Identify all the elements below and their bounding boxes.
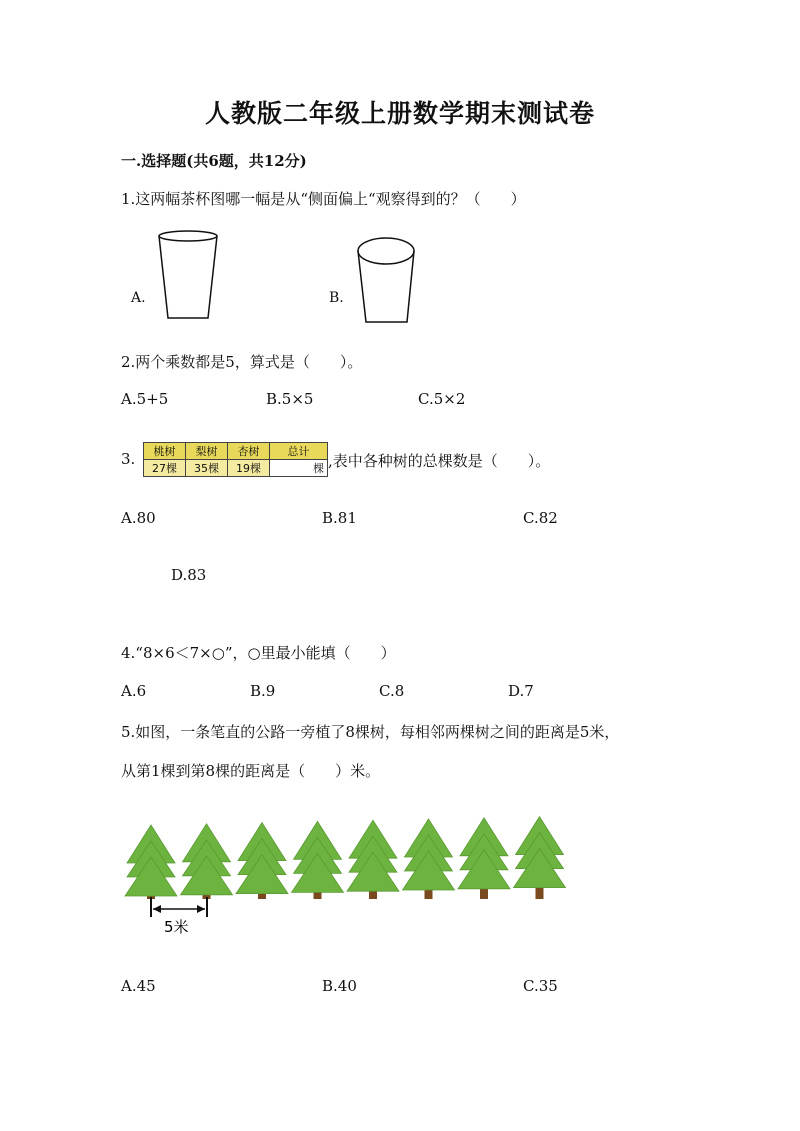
table-header-cell: 总计 — [270, 443, 328, 460]
table-value-cell: 19棵 — [228, 460, 270, 477]
q3-option-c[interactable]: C.82 — [523, 509, 558, 527]
question-3-number: 3. — [121, 450, 136, 468]
cup-option-a[interactable]: A. — [131, 290, 146, 306]
distance-label: 5米 — [164, 918, 189, 936]
question-2-text: 2.两个乘数都是5，算式是（ ）。 — [121, 353, 363, 371]
q3-option-b[interactable]: B.81 — [322, 509, 357, 527]
tree-row-figure — [118, 815, 578, 940]
q4-option-a[interactable]: A.6 — [121, 682, 147, 700]
page-title: 人教版二年级上册数学期末测试卷 — [204, 99, 595, 128]
section-heading: 一.选择题(共6题，共12分) — [121, 152, 307, 170]
question-5-text-line1: 5.如图，一条笔直的公路一旁植了8棵树，每相邻两棵树之间的距离是5米， — [121, 723, 620, 741]
cup-b-icon — [350, 236, 426, 326]
table-header-cell: 梨树 — [186, 443, 228, 460]
q4-option-d[interactable]: D.7 — [508, 682, 534, 700]
distance-marker — [151, 897, 207, 917]
tree-icon — [292, 821, 344, 899]
table-value-cell: 27棵 — [144, 460, 186, 477]
tree-icon — [514, 817, 566, 899]
table-value-cell: 35棵 — [186, 460, 228, 477]
question-3-text: ,表中各种树的总棵数是（ ）。 — [328, 452, 551, 470]
q5-option-b[interactable]: B.40 — [322, 977, 357, 995]
table-header-cell: 桃树 — [144, 443, 186, 460]
question-1-text: 1.这两幅茶杯图哪一幅是从“侧面偏上“观察得到的？（ ） — [121, 190, 526, 208]
q4-option-c[interactable]: C.8 — [379, 682, 405, 700]
tree-icon — [125, 825, 177, 899]
tree-icon — [181, 824, 233, 899]
table-total-cell: 棵 — [270, 460, 328, 477]
tree-icon — [458, 818, 510, 899]
q3-option-d[interactable]: D.83 — [171, 566, 207, 584]
question-4-text: 4.“8×6＜7×○”，○里最小能填（ ） — [121, 644, 396, 662]
q3-option-a[interactable]: A.80 — [121, 509, 156, 527]
q2-option-c[interactable]: C.5×2 — [418, 390, 466, 408]
tree-count-table — [143, 442, 328, 477]
question-5-text-line2: 从第1棵到第8棵的距离是（ ）米。 — [121, 762, 381, 780]
q5-option-c[interactable]: C.35 — [523, 977, 558, 995]
q2-option-a[interactable]: A.5+5 — [121, 390, 169, 408]
q2-option-b[interactable]: B.5×5 — [266, 390, 314, 408]
table-header-cell: 杏树 — [228, 443, 270, 460]
cup-option-b[interactable]: B. — [329, 290, 344, 306]
tree-icon — [236, 823, 288, 899]
q5-option-a[interactable]: A.45 — [121, 977, 156, 995]
q4-option-b[interactable]: B.9 — [250, 682, 276, 700]
tree-icon — [347, 820, 399, 899]
cup-a-icon — [150, 226, 230, 322]
tree-icon — [403, 819, 455, 899]
